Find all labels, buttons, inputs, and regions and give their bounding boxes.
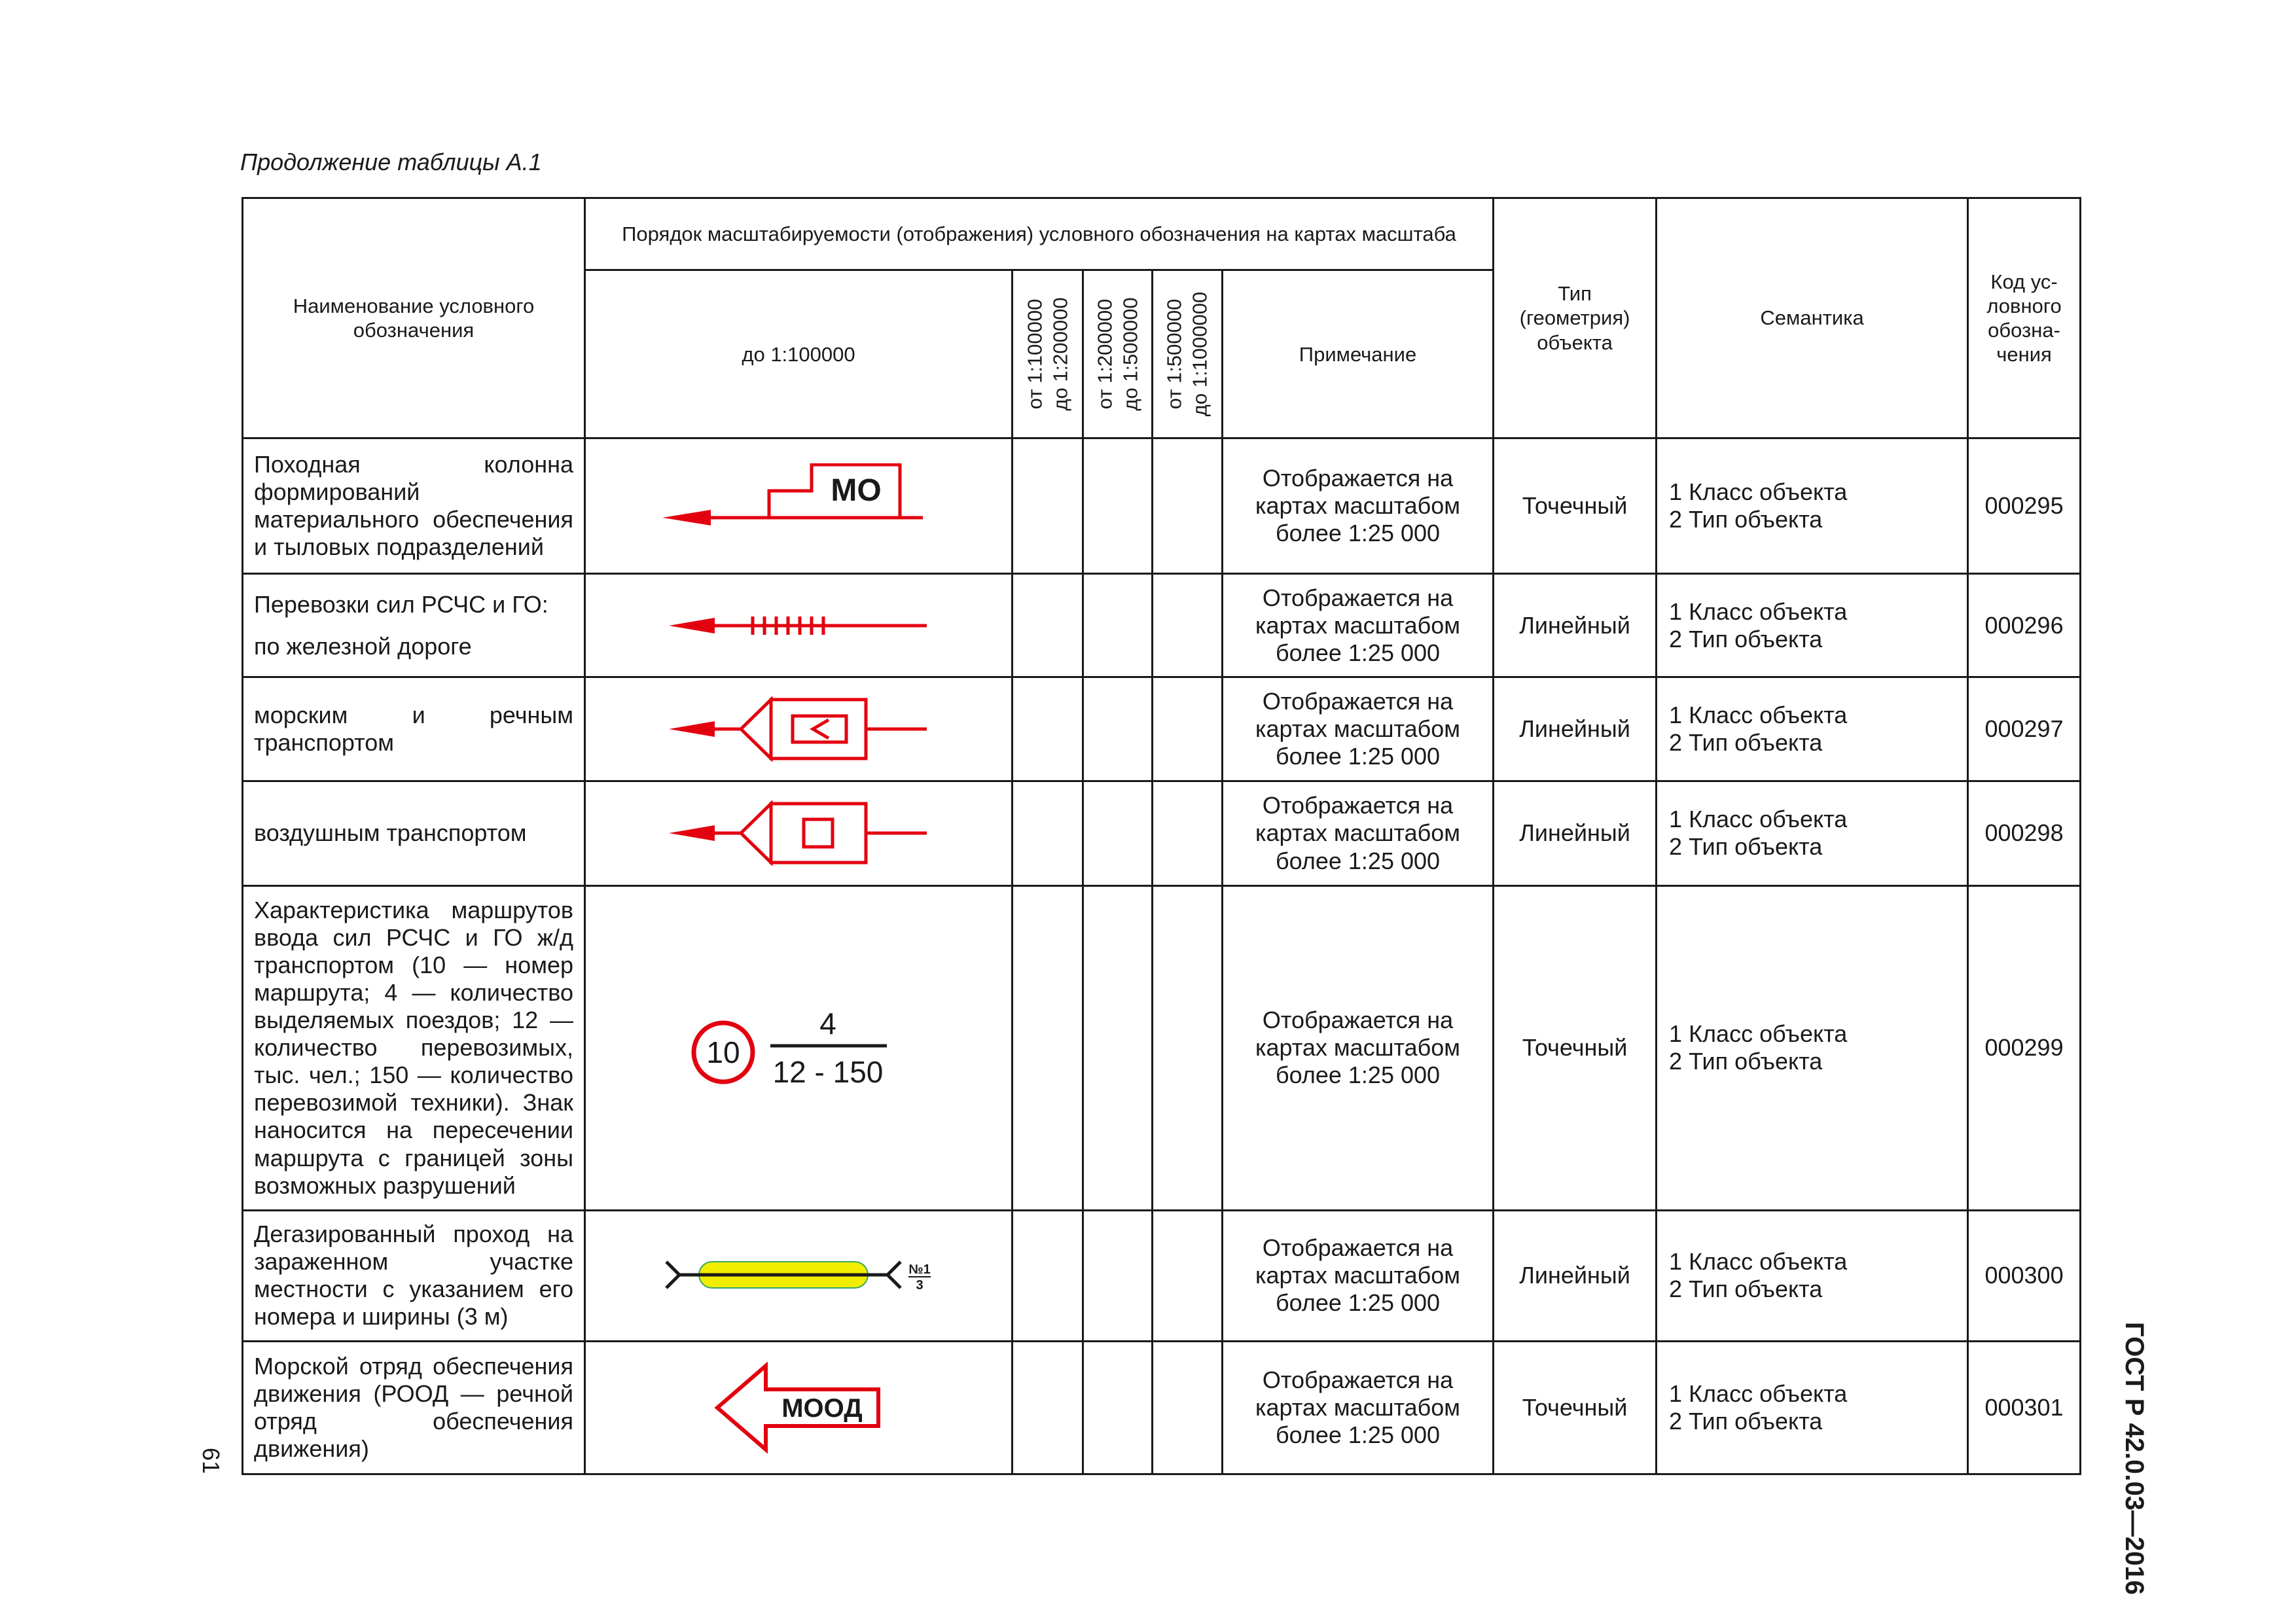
scale-cell: [1153, 781, 1223, 885]
row-name: морским и речным транспортом: [243, 677, 585, 781]
row-name: Дегазированный проход на зараженном участке местности с указанием его номера и ширины (3 м): [243, 1210, 585, 1341]
degassed-passage-symbol: [661, 1253, 936, 1298]
row-note: Отображается на картах масштабом более 1:25 000: [1223, 781, 1494, 885]
header-type: Тип (геометрия) объекта: [1494, 198, 1657, 438]
row-type: Линейный: [1494, 677, 1657, 781]
scale-cell: [1013, 677, 1083, 781]
row-note: Отображается на картах масштабом более 1:25 000: [1223, 885, 1494, 1210]
sea-detachment-symbol: [713, 1362, 884, 1454]
row-type: Точечный: [1494, 885, 1657, 1210]
scale-cell: [1013, 885, 1083, 1210]
table-row: [243, 574, 2081, 677]
passage-width: 3: [916, 1278, 924, 1293]
rail-transport-symbol: [668, 613, 929, 639]
row-name: Характеристика маршрутов ввода сил РСЧС и ГО ж/д транспортом (10 — номер маршрута; 4 — количество выделяемых поездов; 12 — количество перевозимых, тыс. чел.; 150 — количество перевозимой техники). Знак наносится на пересечении маршрута с границей зоны возможных разрушений: [243, 885, 585, 1210]
header-semantics: Семантика: [1657, 198, 1968, 438]
row-name: Походная колонна формирований материального обеспечения и тыловых подразделений: [243, 438, 585, 574]
row-note: Отображается на картах масштабом более 1:25 000: [1223, 1341, 1494, 1474]
row-type: Линейный: [1494, 781, 1657, 885]
header-note: Примечание: [1223, 270, 1494, 438]
scale-cell: [1153, 885, 1223, 1210]
scale-cell: [1153, 1210, 1223, 1341]
row-code: 000295: [1968, 438, 2081, 574]
route-characteristic-symbol: [691, 1005, 906, 1090]
scale-cell: [1153, 1341, 1223, 1474]
supply-column-symbol: [661, 463, 936, 548]
row-note: Отображается на картах масштабом более 1:25 000: [1223, 438, 1494, 574]
symbol-cell: [585, 1210, 1013, 1341]
row-code: 000299: [1968, 885, 2081, 1210]
row-type: Точечный: [1494, 1341, 1657, 1474]
row-semantics: 1 Класс объекта 2 Тип объекта: [1657, 438, 1968, 574]
row-semantics: 1 Класс объекта 2 Тип объекта: [1657, 781, 1968, 885]
header-scale-500000-1000000: от 1:500000 до 1:1000000: [1153, 270, 1223, 438]
header-scale-group: Порядок масштабируемости (отображения) условного обозначения на картах масштаба: [585, 198, 1494, 270]
table-row: [243, 781, 2081, 885]
scale-cell: [1083, 574, 1153, 677]
scale-cell: [1013, 1210, 1083, 1341]
row-name: Перевозки сил РСЧС и ГО: по железной дороге: [243, 574, 585, 677]
header-scale-200000-500000: от 1:200000 до 1:500000: [1083, 270, 1153, 438]
row-type: Линейный: [1494, 574, 1657, 677]
symbol-cell: [585, 1341, 1013, 1474]
row-note: Отображается на картах масштабом более 1:25 000: [1223, 1210, 1494, 1341]
mood-label: МООД: [781, 1393, 863, 1423]
row-semantics: 1 Класс объекта 2 Тип объекта: [1657, 885, 1968, 1210]
row-semantics: 1 Класс объекта 2 Тип объекта: [1657, 1341, 1968, 1474]
air-transport-symbol: [668, 800, 929, 866]
scale-cell: [1083, 438, 1153, 574]
row-name: Морской отряд обеспечения движения (РООД — речной отряд обеспечения движения): [243, 1341, 585, 1474]
scale-cell: [1083, 885, 1153, 1210]
row-code: 000297: [1968, 677, 2081, 781]
scale-cell: [1083, 677, 1153, 781]
header-code: Код ус- ловного обозна- чения: [1968, 198, 2081, 438]
scale-cell: [1083, 781, 1153, 885]
route-trains: 4: [819, 1007, 836, 1041]
scale-cell: [1013, 781, 1083, 885]
symbols-table: [242, 197, 2081, 1475]
scale-cell: [1013, 438, 1083, 574]
row-semantics: 1 Класс объекта 2 Тип объекта: [1657, 1210, 1968, 1341]
table-row: [243, 1210, 2081, 1341]
symbol-cell: [585, 438, 1013, 574]
symbol-cell: [585, 677, 1013, 781]
scale-cell: [1153, 438, 1223, 574]
row-code: 000301: [1968, 1341, 2081, 1474]
row-note: Отображается на картах масштабом более 1:25 000: [1223, 677, 1494, 781]
header-upto-100000: до 1:100000: [585, 270, 1013, 438]
symbol-cell: [585, 574, 1013, 677]
row-type: Точечный: [1494, 438, 1657, 574]
symbol-cell: [585, 885, 1013, 1210]
symbol-cell: [585, 781, 1013, 885]
row-semantics: 1 Класс объекта 2 Тип объекта: [1657, 574, 1968, 677]
row-code: 000296: [1968, 574, 2081, 677]
table-row: [243, 677, 2081, 781]
scale-cell: [1153, 574, 1223, 677]
mo-label: МО: [831, 473, 882, 508]
header-name: Наименование условного обозначения: [243, 198, 585, 438]
scale-cell: [1013, 1341, 1083, 1474]
standard-designation: ГОСТ Р 42.0.03—2016: [2120, 1322, 2149, 1595]
route-people-equipment: 12 - 150: [772, 1055, 884, 1090]
scale-cell: [1083, 1210, 1153, 1341]
row-type: Линейный: [1494, 1210, 1657, 1341]
scale-cell: [1013, 574, 1083, 677]
row-semantics: 1 Класс объекта 2 Тип объекта: [1657, 677, 1968, 781]
route-number: 10: [706, 1035, 740, 1070]
table-row: [243, 885, 2081, 1210]
header-scale-100000-200000: от 1:100000 до 1:200000: [1013, 270, 1083, 438]
scale-cell: [1153, 677, 1223, 781]
scale-cell: [1083, 1341, 1153, 1474]
row-note: Отображается на картах масштабом более 1:25 000: [1223, 574, 1494, 677]
table-caption: Продолжение таблицы А.1: [240, 149, 542, 175]
row-name: воздушным транспортом: [243, 781, 585, 885]
table-row: [243, 1341, 2081, 1474]
page-number: 61: [198, 1448, 224, 1474]
row-code: 000300: [1968, 1210, 2081, 1341]
sea-river-transport-symbol: [668, 696, 929, 762]
passage-number: №1: [908, 1262, 931, 1277]
row-code: 000298: [1968, 781, 2081, 885]
table-row: [243, 438, 2081, 574]
